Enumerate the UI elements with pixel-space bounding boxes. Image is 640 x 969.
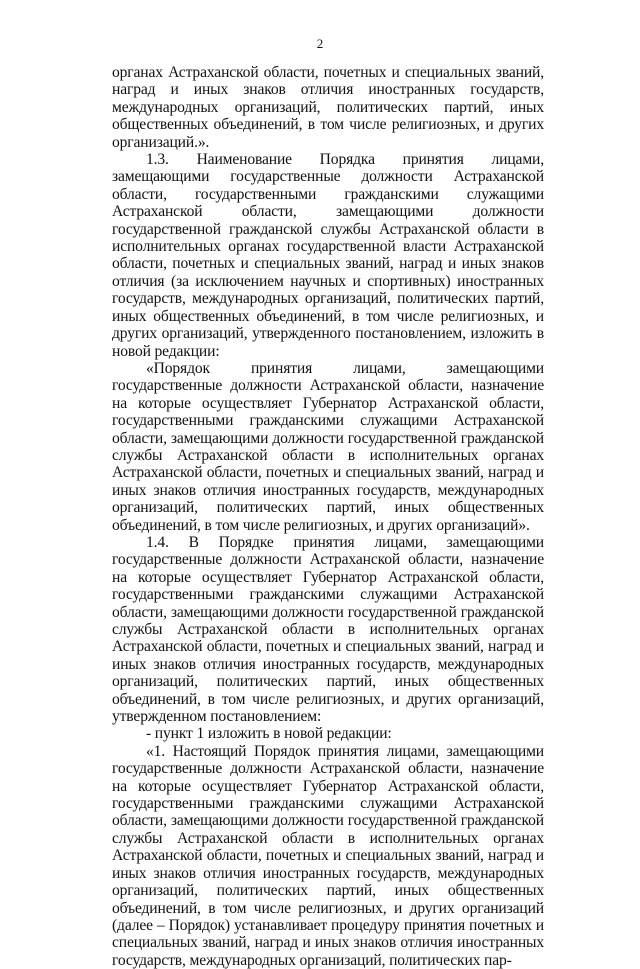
- paragraph-item-1-text: «1. Настоящий Порядок принятия лицами, замещающими государственные должности Астраханской области, назначение на которые осуществляет Губернатор Астраханской области, государственными гражданскими служащими Астраханской области, замещающими должности государственной гражданской службы Астраханской области в исполнительных органах Астраханской области, почетных и специальных званий, наград и иных знаков отличия иностранных государств, международных организаций, политических партий, иных общественных объединений, в том числе религиозных, и других организаций (далее – Порядок) устанавливает процедуру принятия почетных и специальных званий, наград и иных знаков отличия иностранных государств, международных организаций, политических пар-: [112, 742, 544, 969]
- document-body: [112, 64, 544, 969]
- paragraph-continuation: органах Астраханской области, почетных и специальных званий, наград и иных знаков отличия иностранных государств, международных организаций, политических партий, иных общественных объединений, в том числе религиозных, и других организаций.».: [112, 64, 544, 151]
- paragraph-item-1-instruction: - пункт 1 изложить в новой редакции:: [146, 725, 392, 743]
- page-number: 2: [316, 36, 324, 51]
- paragraph-new-title: «Порядок принятия лицами, замещающими государственные должности Астраханской области, назначение на которые осуществляет Губернатор Астраханской области, государственными гражданскими служащими Астраханской области, замещающими должности государственной гражданской службы Астраханской области в исполнительных органах Астраханской области, почетных и специальных званий, наград и иных знаков отличия иностранных государств, международных организаций, политических партий, иных общественных объединений, в том числе религиозных, и других организаций».: [112, 359, 544, 534]
- paragraph-1-3: 1.3. Наименование Порядка принятия лицами, замещающими государственные должности Астраханской области, государственными гражданскими служащими Астраханской области, замещающими должности государственной гражданской службы Астраханской области в исполнительных органах государственной власти Астраханской области, почетных и специальных званий, наград и иных знаков отличия (за исключением научных и спортивных) иностранных государств, международных организаций, политических партий, иных общественных объединений, в том числе религиозных, и других организаций, утвержденного постановлением, изложить в новой редакции:: [112, 151, 544, 360]
- paragraph-1-4: 1.4. В Порядке принятия лицами, замещающими государственные должности Астраханской области, назначение на которые осуществляет Губернатор Астраханской области, государственными гражданскими служащими Астраханской области, замещающими должности государственной гражданской службы Астраханской области в исполнительных органах Астраханской области, почетных и специальных званий, наград и иных знаков отличия иностранных государств, международных организаций, политических партий, иных общественных объединений, в том числе религиозных, и других организаций, утвержденном постановлением:: [112, 533, 544, 726]
